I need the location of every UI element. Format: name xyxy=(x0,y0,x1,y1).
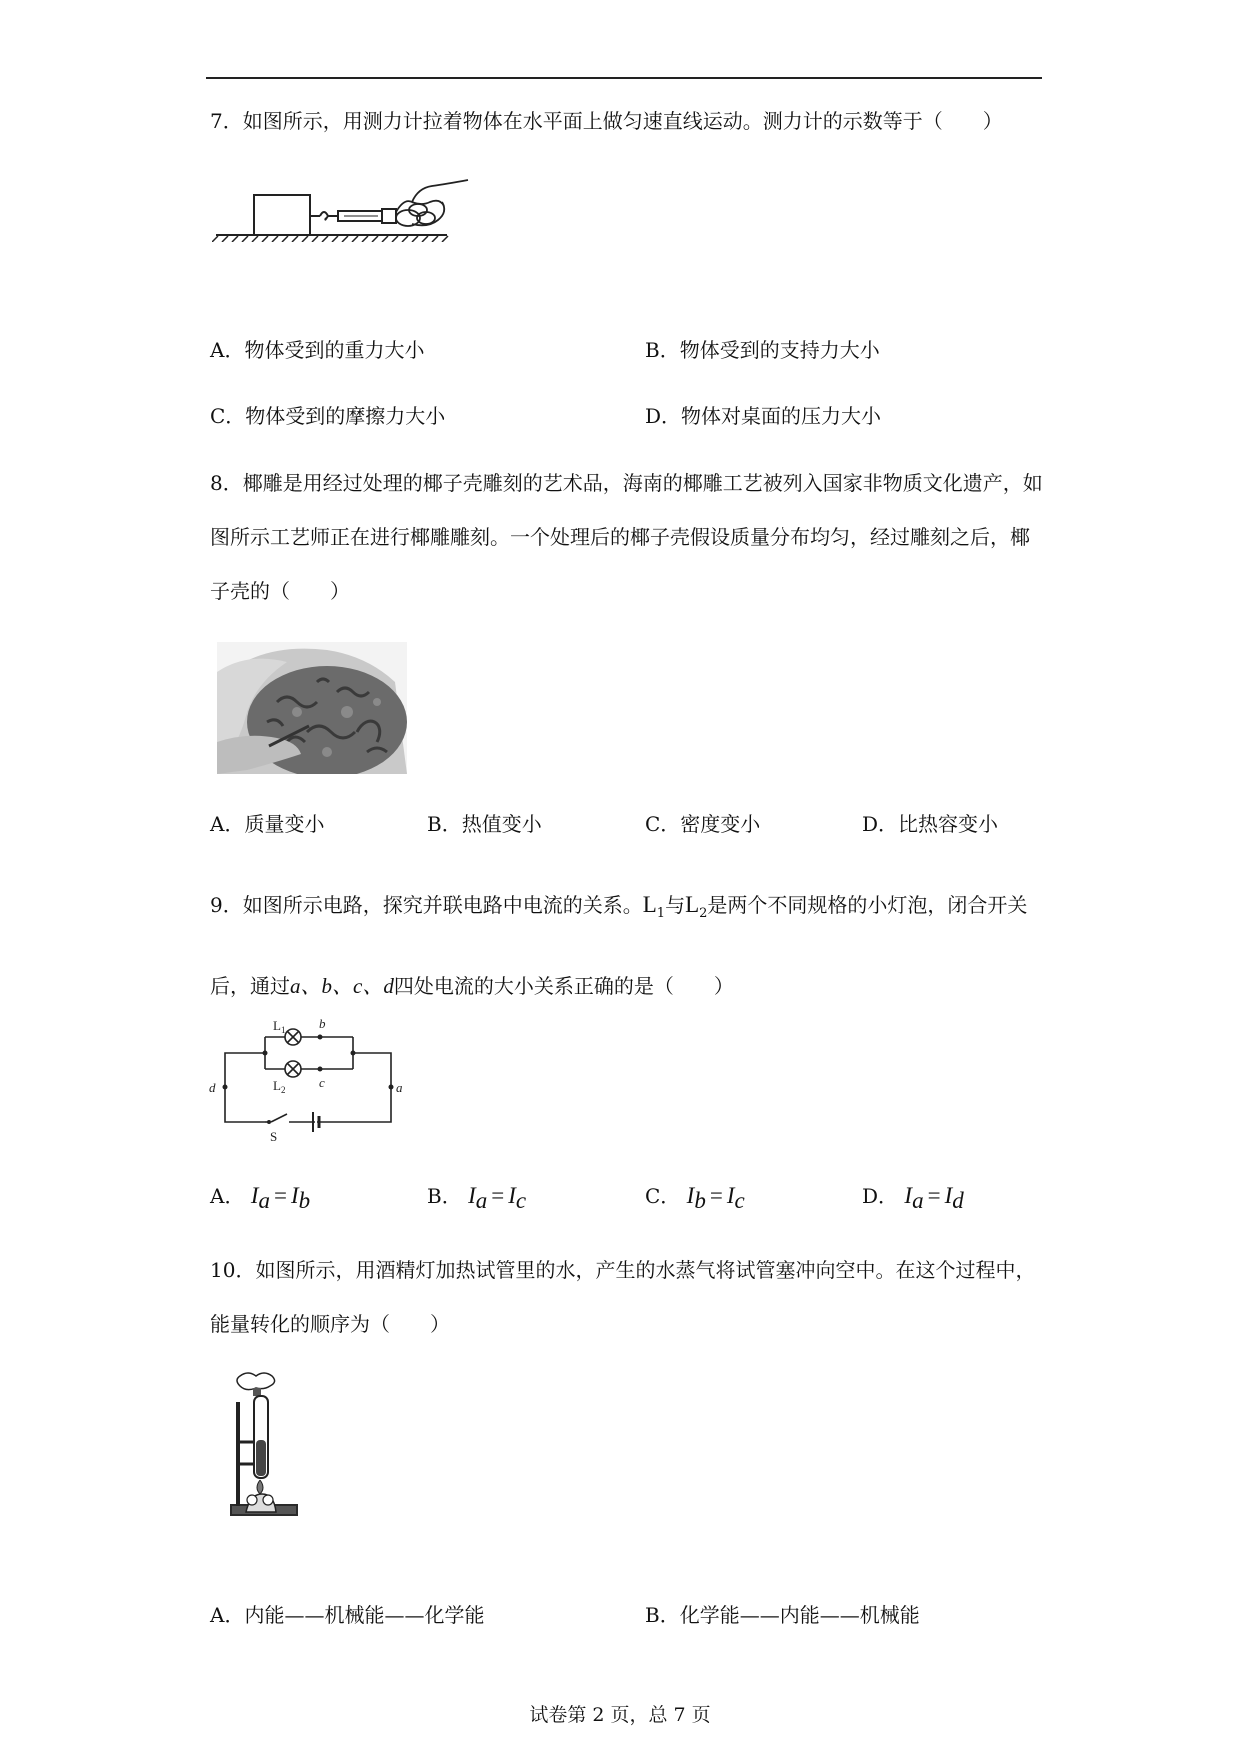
q7-option-a[interactable]: A．物体受到的重力大小 xyxy=(210,338,425,362)
q9-option-c[interactable]: C． $I_b = I_c$ xyxy=(645,1183,745,1213)
q8-option-c[interactable]: C．密度变小 xyxy=(645,812,761,836)
question-7-stem: 7．如图所示，用测力计拉着物体在水平面上做匀速直线运动。测力计的示数等于（ ） xyxy=(210,109,1003,133)
label-L2-sub: 2 xyxy=(281,1085,286,1095)
label-d: d xyxy=(209,1080,216,1095)
label-a: a xyxy=(396,1080,403,1095)
label-S: S xyxy=(270,1129,278,1144)
figure-parallel-circuit xyxy=(203,1015,403,1145)
q7-option-d[interactable]: D．物体对桌面的压力大小 xyxy=(645,404,882,428)
label-L2: L xyxy=(273,1078,281,1093)
q10-option-b[interactable]: B．化学能——内能——机械能 xyxy=(645,1603,920,1627)
figure-test-tube-alcohol-lamp xyxy=(226,1372,316,1522)
question-8-stem: 8．椰雕是用经过处理的椰子壳雕刻的艺术品，海南的椰雕工艺被列入国家非物质文化遗产，如图所示工艺师正在进行椰雕雕刻。一个处理后的椰子壳假设质量分布均匀，经过雕刻之后，椰子壳的（ ） xyxy=(210,471,1043,603)
q7-option-b[interactable]: B．物体受到的支持力大小 xyxy=(645,338,880,362)
label-b: b xyxy=(319,1016,326,1031)
header-rule xyxy=(206,77,1042,79)
label-L1-sub: 1 xyxy=(281,1025,286,1035)
label-L1: L xyxy=(273,1018,281,1033)
q8-option-d[interactable]: D．比热容变小 xyxy=(862,812,999,836)
q7-option-c[interactable]: C．物体受到的摩擦力大小 xyxy=(210,404,446,428)
page-footer: 试卷第 2 页，总 7 页 xyxy=(529,1704,711,1726)
figure-spring-scale-block xyxy=(212,170,474,242)
label-c: c xyxy=(319,1075,325,1090)
q8-option-b[interactable]: B．热值变小 xyxy=(427,812,542,836)
question-10-stem: 10．如图所示，用酒精灯加热试管里的水，产生的水蒸气将试管塞冲向空中。在这个过程中，能量转化的顺序为（ ） xyxy=(210,1258,1036,1336)
figure-coconut-carving-photo xyxy=(217,642,407,774)
q9-option-b[interactable]: B． $I_a = I_c$ xyxy=(427,1183,527,1213)
q9-option-a[interactable]: A． $I_a = I_b$ xyxy=(210,1183,311,1213)
q9-option-d[interactable]: D． $I_a = I_d$ xyxy=(862,1183,964,1213)
q10-option-a[interactable]: A．内能——机械能——化学能 xyxy=(210,1603,485,1627)
question-9-stem: 9．如图所示电路，探究并联电路中电流的关系。$L_1$与$L_2$是两个不同规格的小灯泡，闭合开关后，通过a、b、c、d四处电流的大小关系正确的是（ ） xyxy=(210,892,1028,998)
q8-option-a[interactable]: A．质量变小 xyxy=(210,812,325,836)
